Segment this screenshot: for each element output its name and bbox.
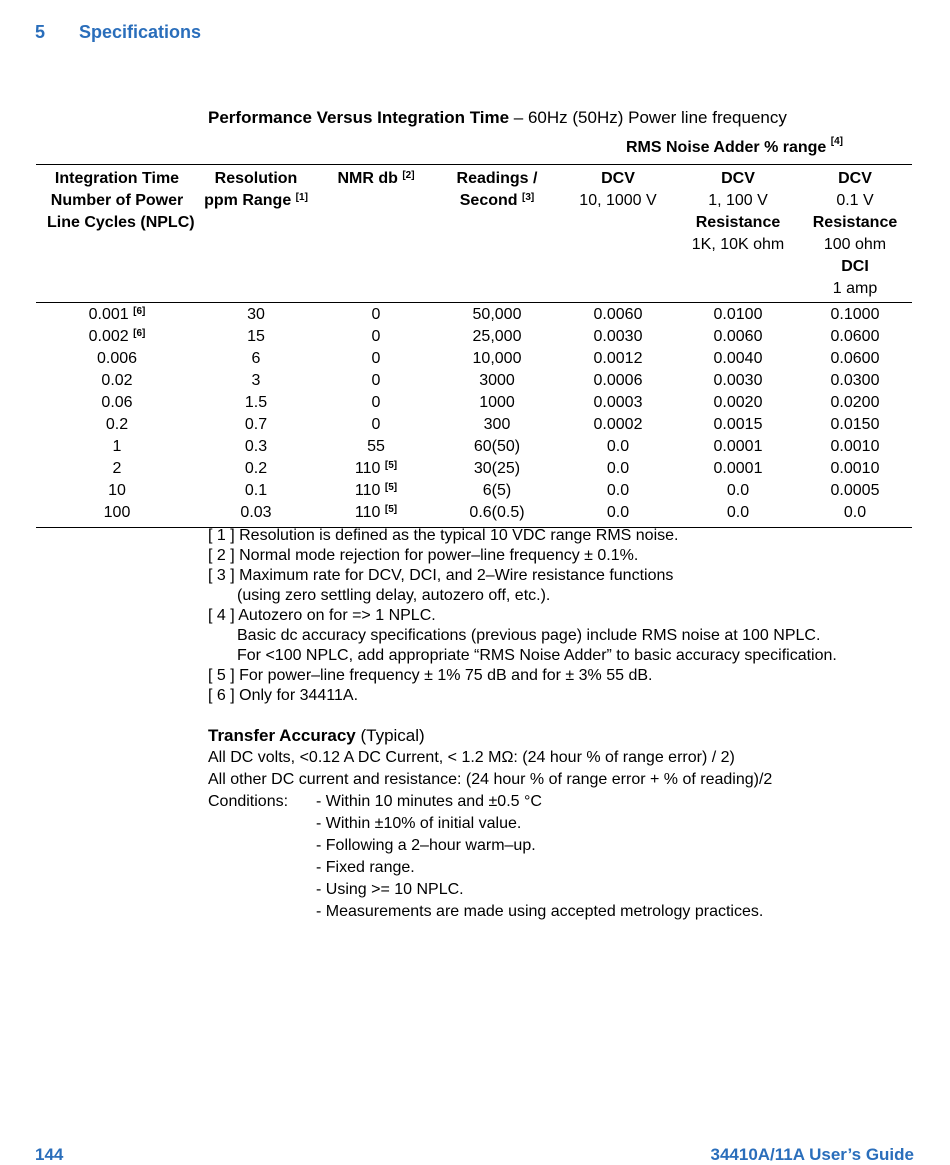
table-cell-dcv-10-1000v (568, 370, 668, 392)
transfer-line-other: All other DC current and resistance: (24 hour % of range error + % of reading)/2 (208, 771, 773, 788)
cell-value: 30 (247, 306, 265, 323)
footnote: [ 2 ] Normal mode rejection for power–line frequency ± 0.1%. (208, 547, 639, 564)
condition-row (208, 879, 772, 901)
table-cell-dcv-0-1v (805, 370, 905, 392)
column-header-line (795, 190, 915, 212)
table-cell-dcv-0-1v (805, 392, 905, 414)
table-cell-dcv-10-1000v (568, 326, 668, 348)
condition-row (208, 791, 772, 813)
conditions-list (208, 791, 772, 923)
table-cell-resolution (206, 392, 306, 414)
column-header-text: Number of Power (50, 192, 184, 209)
transfer-accuracy-section (208, 725, 772, 923)
table-cell-integration-time (57, 326, 177, 348)
table-cell-dcv-1-100v (688, 392, 788, 414)
cell-value: 110 (354, 460, 381, 477)
cell-value: 6 (251, 350, 261, 367)
column-header-line (678, 212, 798, 234)
cell-value: 0.0 (726, 504, 750, 521)
column-header-text: Integration Time (54, 170, 180, 187)
cell-value: 0.0200 (830, 394, 880, 411)
column-header-dcv-1-100v (678, 168, 798, 256)
table-cell-dcv-1-100v (688, 348, 788, 370)
table-cell-readings-per-second (447, 370, 547, 392)
condition-item: - Fixed range. (316, 859, 415, 876)
table-cell-dcv-0-1v (805, 458, 905, 480)
cell-value: 0.0040 (713, 350, 763, 367)
condition-row (208, 813, 772, 835)
table-cell-dcv-0-1v (805, 304, 905, 326)
table-cell-readings-per-second (447, 414, 547, 436)
footnote-ref: [6] (133, 328, 146, 339)
footnote-continuation: For <100 NPLC, add appropriate “RMS Noise Adder” to basic accuracy specification. (237, 647, 837, 664)
cell-value: 110 (354, 504, 381, 521)
cell-value: 0.0010 (830, 460, 880, 477)
column-header-text: 1K, 10K ohm (691, 236, 785, 253)
column-header-text: 10, 1000 V (579, 192, 657, 209)
cell-value: 0.0006 (593, 372, 643, 389)
table-row (36, 370, 912, 392)
transfer-accuracy-title (208, 725, 772, 747)
table-cell-dcv-0-1v (805, 348, 905, 370)
group-header-rule (557, 164, 912, 165)
cell-value: 0.002 (88, 328, 129, 345)
table-cell-dcv-1-100v (688, 458, 788, 480)
footnote: [ 4 ] Autozero on for => 1 NPLC. (208, 607, 436, 624)
column-header-line (558, 190, 678, 212)
table-cell-nmr-db (326, 392, 426, 414)
column-header-text: 1, 100 V (708, 192, 768, 209)
cell-value: 0.0600 (830, 350, 880, 367)
cell-value: 0.1000 (830, 306, 880, 323)
condition-row (208, 857, 772, 879)
column-header-text: Resistance (695, 214, 781, 231)
table-cell-integration-time (57, 458, 177, 480)
transfer-line-dc-volts: All DC volts, <0.12 A DC Current, < 1.2 MΩ: (24 hour % of range error) / 2) (208, 749, 735, 766)
table-row (36, 480, 912, 502)
column-header-text: 1 amp (832, 280, 878, 297)
table-cell-nmr-db (326, 414, 426, 436)
cell-value: 0.0015 (713, 416, 763, 433)
table-cell-dcv-1-100v (688, 414, 788, 436)
cell-value: 1000 (479, 394, 515, 411)
cell-value: 2 (112, 460, 122, 477)
cell-value: 1 (112, 438, 122, 455)
cell-value: 0.2 (105, 416, 129, 433)
column-header-line (558, 168, 678, 190)
table-cell-dcv-10-1000v (568, 458, 668, 480)
cell-value: 0.0 (843, 504, 867, 521)
cell-value: 0.0060 (713, 328, 763, 345)
table-row (36, 414, 912, 436)
cell-value: 0 (371, 394, 381, 411)
rms-noise-group-header (557, 136, 912, 157)
cell-value: 0.0 (606, 504, 630, 521)
cell-value: 0.0010 (830, 438, 880, 455)
table-cell-readings-per-second (447, 458, 547, 480)
guide-title: 34410A/11A User’s Guide (710, 1145, 914, 1164)
column-header-line (437, 168, 557, 190)
cell-value: 0.0100 (713, 306, 763, 323)
transfer-title-bold: Transfer Accuracy (208, 726, 356, 745)
table-cell-resolution (206, 370, 306, 392)
table-cell-dcv-10-1000v (568, 304, 668, 326)
column-header-text: Second (459, 192, 518, 209)
column-header-text: Line Cycles (NPLC) (47, 214, 195, 231)
table-cell-integration-time (57, 370, 177, 392)
cell-value: 0.0012 (593, 350, 643, 367)
column-header-text: 0.1 V (836, 192, 874, 209)
cell-value: 0.0 (606, 438, 630, 455)
column-header-dcv-10-1000v (558, 168, 678, 212)
column-header-text: Resistance (812, 214, 898, 231)
chapter-title: Specifications (79, 22, 202, 42)
cell-value: 0.3 (244, 438, 268, 455)
table-cell-dcv-0-1v (805, 326, 905, 348)
table-cell-integration-time (57, 502, 177, 524)
column-header-line (678, 190, 798, 212)
column-header-text: DCV (838, 170, 872, 187)
condition-item: - Measurements are made using accepted metrology practices. (316, 903, 764, 920)
page-number: 144 (35, 1145, 64, 1164)
cell-value: 0.006 (96, 350, 138, 367)
cell-value: 60(50) (473, 438, 521, 455)
cell-value: 0.0020 (713, 394, 763, 411)
cell-value: 0.0600 (830, 328, 880, 345)
table-cell-resolution (206, 458, 306, 480)
table-cell-dcv-0-1v (805, 502, 905, 524)
table-cell-dcv-10-1000v (568, 502, 668, 524)
table-cell-readings-per-second (447, 348, 547, 370)
table-cell-readings-per-second (447, 326, 547, 348)
table-cell-integration-time (57, 480, 177, 502)
table-cell-resolution (206, 348, 306, 370)
group-header-label: RMS Noise Adder % range (625, 139, 827, 156)
header-bottom-rule (36, 302, 912, 303)
table-top-rule (36, 164, 557, 165)
table-cell-resolution (206, 304, 306, 326)
cell-value: 0.0300 (830, 372, 880, 389)
table-cell-resolution (206, 502, 306, 524)
condition-item: - Using >= 10 NPLC. (316, 881, 464, 898)
table-cell-nmr-db (326, 348, 426, 370)
table-caption (208, 108, 787, 128)
table-cell-dcv-1-100v (688, 370, 788, 392)
table-cell-nmr-db (326, 480, 426, 502)
column-header-line (678, 168, 798, 190)
column-header-line (795, 256, 915, 278)
cell-value: 0.6(0.5) (469, 504, 525, 521)
column-header-line (678, 234, 798, 256)
footnote-ref: [5] (384, 460, 398, 471)
column-header-line (47, 212, 195, 234)
condition-row (208, 901, 772, 923)
cell-value: 0.1 (244, 482, 268, 499)
column-header-nmr-db (316, 168, 436, 190)
column-header-line (47, 168, 187, 190)
cell-value: 0.0060 (593, 306, 643, 323)
table-cell-resolution (206, 480, 306, 502)
table-cell-dcv-1-100v (688, 480, 788, 502)
group-header-ref: [4] (830, 136, 844, 147)
cell-value: 1.5 (244, 394, 268, 411)
footnote-ref: [6] (133, 306, 146, 317)
cell-value: 0.0 (606, 460, 630, 477)
table-cell-dcv-1-100v (688, 502, 788, 524)
cell-value: 0.0001 (713, 460, 763, 477)
footnote: [ 1 ] Resolution is defined as the typical 10 VDC range RMS noise. (208, 527, 679, 544)
column-header-line (795, 168, 915, 190)
column-header-resolution (196, 168, 316, 212)
column-header-line (47, 190, 187, 212)
table-row (36, 326, 912, 348)
condition-item: - Following a 2–hour warm–up. (316, 837, 536, 854)
footnote-ref: [3] (522, 192, 535, 203)
column-header-line (196, 168, 316, 190)
table-caption-subtitle: – 60Hz (50Hz) Power line frequency (509, 108, 787, 127)
cell-value: 30(25) (473, 460, 521, 477)
cell-value: 0.0003 (593, 394, 643, 411)
column-header-line (795, 212, 915, 234)
table-cell-nmr-db (326, 436, 426, 458)
table-cell-readings-per-second (447, 502, 547, 524)
table-body (36, 304, 912, 524)
cell-value: 25,000 (472, 328, 522, 345)
column-header-integration-time (47, 168, 195, 234)
table-cell-dcv-0-1v (805, 436, 905, 458)
table-cell-readings-per-second (447, 304, 547, 326)
cell-value: 0.0001 (713, 438, 763, 455)
column-header-text: ppm Range (204, 192, 292, 209)
table-row (36, 436, 912, 458)
footnote-ref: [5] (384, 504, 398, 515)
column-header-line (437, 190, 557, 212)
table-cell-dcv-10-1000v (568, 392, 668, 414)
cell-value: 0.0 (726, 482, 750, 499)
table-cell-readings-per-second (447, 480, 547, 502)
table-cell-resolution (206, 414, 306, 436)
cell-value: 300 (483, 416, 511, 433)
table-cell-readings-per-second (447, 392, 547, 414)
cell-value: 15 (247, 328, 265, 345)
table-cell-nmr-db (326, 458, 426, 480)
table-cell-dcv-1-100v (688, 326, 788, 348)
table-row (36, 502, 912, 524)
column-header-line (795, 234, 915, 256)
column-header-text: NMR db (337, 170, 398, 187)
footnote: [ 5 ] For power–line frequency ± 1% 75 dB and for ± 3% 55 dB. (208, 667, 653, 684)
table-cell-integration-time (57, 304, 177, 326)
footnote-ref: [2] (402, 170, 415, 181)
column-header-text: Resolution (214, 170, 298, 187)
table-cell-dcv-10-1000v (568, 348, 668, 370)
condition-item: - Within 10 minutes and ±0.5 °C (316, 793, 542, 810)
footnote-ref: [1] (295, 192, 308, 203)
cell-value: 0.001 (88, 306, 129, 323)
footnote-continuation: Basic dc accuracy specifications (previous page) include RMS noise at 100 NPLC. (237, 627, 821, 644)
table-row (36, 392, 912, 414)
column-header-text: DCV (601, 170, 635, 187)
table-cell-nmr-db (326, 502, 426, 524)
table-cell-nmr-db (326, 304, 426, 326)
cell-value: 0.2 (244, 460, 268, 477)
cell-value: 0.03 (240, 504, 272, 521)
table-cell-integration-time (57, 436, 177, 458)
cell-value: 100 (103, 504, 131, 521)
table-caption-title: Performance Versus Integration Time (208, 108, 510, 127)
column-header-line (196, 190, 316, 212)
cell-value: 10 (108, 482, 126, 499)
table-cell-dcv-10-1000v (568, 414, 668, 436)
cell-value: 3000 (479, 372, 515, 389)
condition-row (208, 835, 772, 857)
column-header-text: DCI (841, 258, 869, 275)
cell-value: 110 (354, 482, 381, 499)
cell-value: 0 (371, 350, 381, 367)
cell-value: 6(5) (482, 482, 512, 499)
footnote: [ 6 ] Only for 34411A. (208, 687, 359, 704)
footnote-continuation: (using zero settling delay, autozero off, etc.). (237, 587, 551, 604)
column-header-line (316, 168, 436, 190)
cell-value: 55 (367, 438, 385, 455)
column-header-readings-per-second (437, 168, 557, 212)
table-cell-integration-time (57, 392, 177, 414)
cell-value: 0.0030 (713, 372, 763, 389)
table-cell-dcv-0-1v (805, 414, 905, 436)
cell-value: 0.0150 (830, 416, 880, 433)
footnote-ref: [5] (384, 482, 398, 493)
table-cell-dcv-10-1000v (568, 436, 668, 458)
cell-value: 0 (371, 372, 381, 389)
condition-item: - Within ±10% of initial value. (316, 815, 522, 832)
table-cell-dcv-0-1v (805, 480, 905, 502)
table-cell-dcv-10-1000v (568, 480, 668, 502)
table-cell-resolution (206, 436, 306, 458)
column-header-dcv-0-1v (795, 168, 915, 300)
cell-value: 10,000 (472, 350, 522, 367)
chapter-number: 5 (35, 22, 46, 42)
cell-value: 0 (371, 328, 381, 345)
table-cell-readings-per-second (447, 436, 547, 458)
cell-value: 3 (251, 372, 261, 389)
table-cell-integration-time (57, 348, 177, 370)
cell-value: 0 (371, 306, 381, 323)
column-header-text: Readings / (456, 170, 538, 187)
table-row (36, 458, 912, 480)
table-cell-nmr-db (326, 326, 426, 348)
table-row (36, 348, 912, 370)
footnotes (208, 526, 837, 706)
cell-value: 50,000 (472, 306, 522, 323)
table-cell-integration-time (57, 414, 177, 436)
table-cell-dcv-1-100v (688, 436, 788, 458)
table-cell-resolution (206, 326, 306, 348)
column-header-text: DCV (721, 170, 755, 187)
transfer-title-qualifier: (Typical) (355, 726, 425, 745)
cell-value: 0.02 (101, 372, 133, 389)
cell-value: 0.06 (101, 394, 133, 411)
column-header-line (795, 278, 915, 300)
column-header-text: 100 ohm (823, 236, 887, 253)
conditions-label: Conditions: (208, 793, 289, 810)
cell-value: 0 (371, 416, 381, 433)
table-cell-dcv-1-100v (688, 304, 788, 326)
cell-value: 0.0005 (830, 482, 880, 499)
table-cell-nmr-db (326, 370, 426, 392)
table-row (36, 304, 912, 326)
cell-value: 0.0 (606, 482, 630, 499)
cell-value: 0.7 (244, 416, 268, 433)
cell-value: 0.0030 (593, 328, 643, 345)
cell-value: 0.0002 (593, 416, 643, 433)
footnote: [ 3 ] Maximum rate for DCV, DCI, and 2–Wire resistance functions (208, 567, 674, 584)
